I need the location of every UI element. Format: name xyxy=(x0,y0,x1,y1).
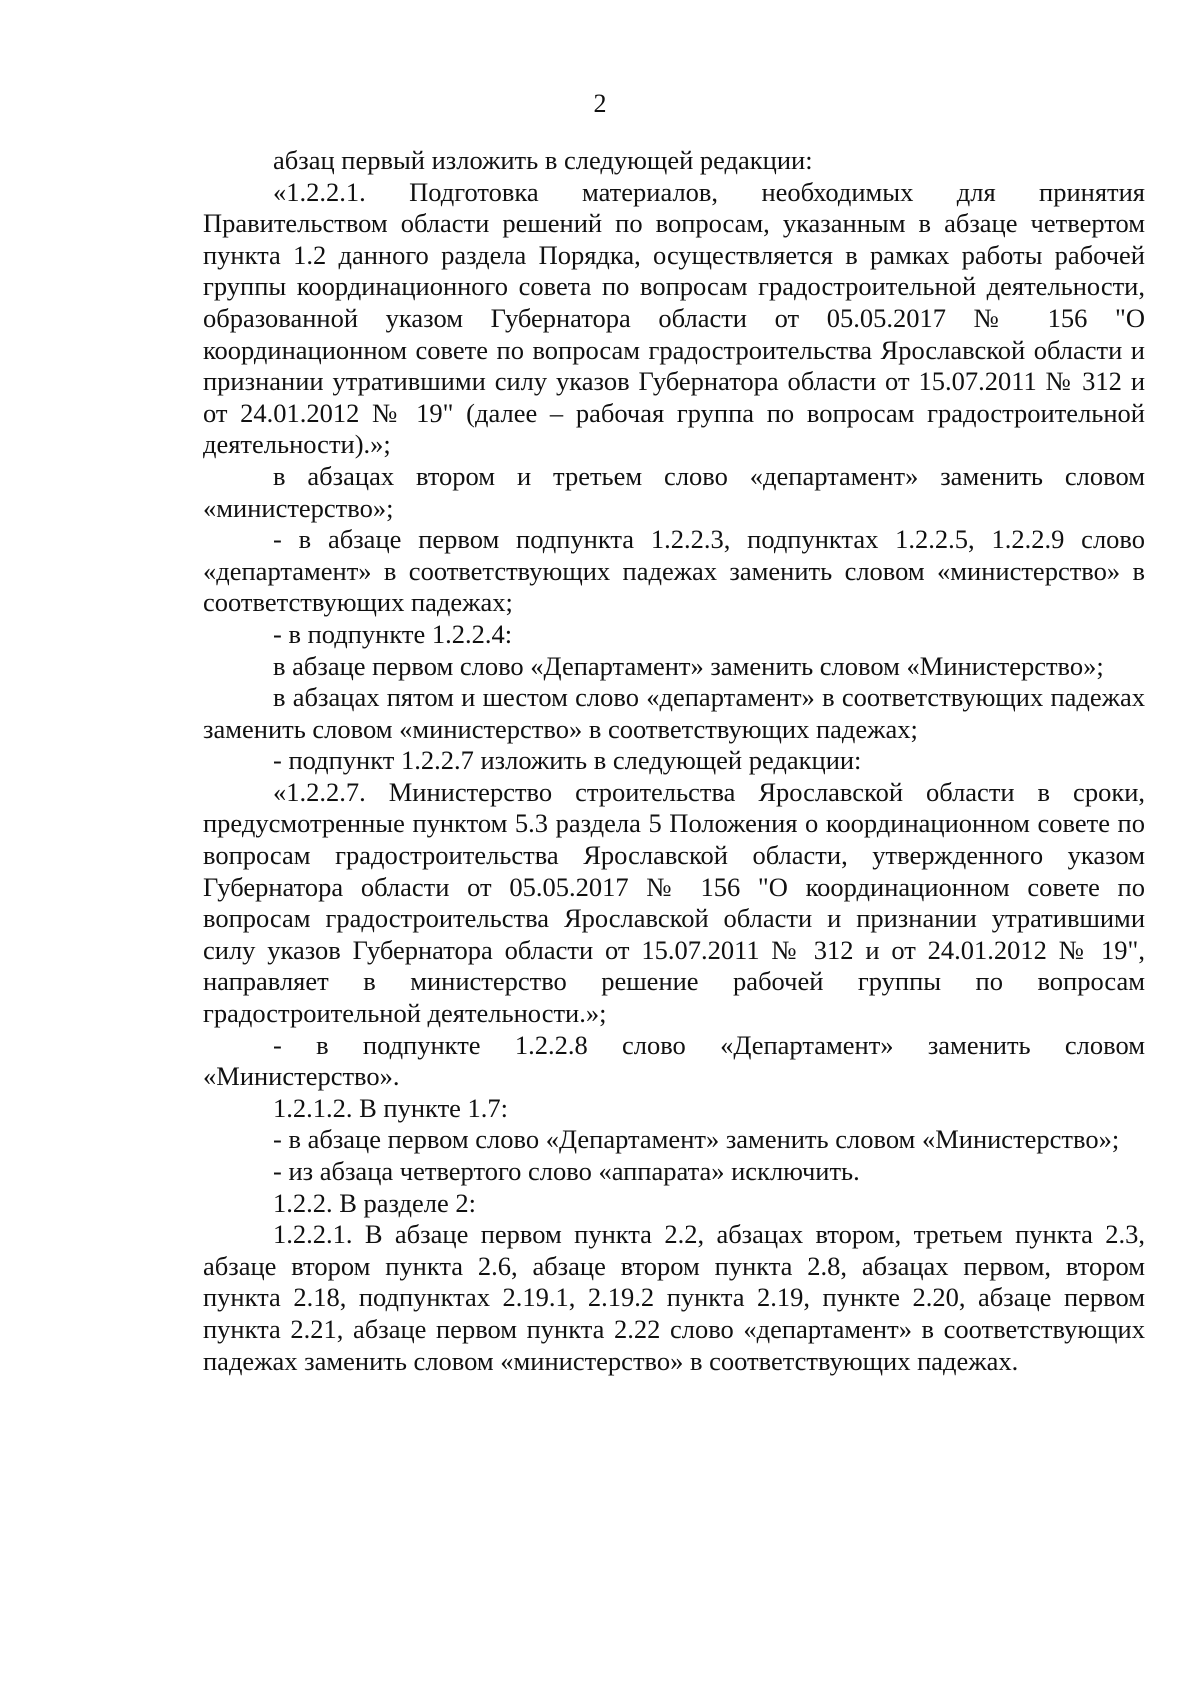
page-number: 2 xyxy=(593,89,607,118)
paragraph: - в подпункте 1.2.2.8 слово «Департамент» заменить словом «Министерство». xyxy=(203,1029,1145,1092)
paragraph: «1.2.2.7. Министерство строительства Ярославской области в сроки, предусмотренные пунктом 5.3 раздела 5 Положения о координационном совете по вопросам градостроительства Ярославской области, утвержденного указом Губернатора области от 05.05.2017 № 156 "О координационном совете по вопросам градостроительства Ярославской области и признании утратившими силу указов Губернатора области от 15.07.2011 № 312 и от 24.01.2012 № 19", направляет в министерство решение рабочей группы по вопросам градостроительной деятельности.»; xyxy=(203,776,1145,1029)
paragraph: - в подпункте 1.2.2.4: xyxy=(273,618,513,649)
paragraph: - в абзаце первом подпункта 1.2.2.3, подпунктах 1.2.2.5, 1.2.2.9 слово «департамент» в соответствующих падежах заменить словом «министерство» в соответствующих падежах; xyxy=(203,524,1145,618)
paragraph: - в абзаце первом слово «Департамент» заменить словом «Министерство»; xyxy=(273,1124,1120,1155)
paragraph: в абзацах пятом и шестом слово «департамент» в соответствующих падежах заменить словом «министерство» в соответствующих падежах; xyxy=(203,682,1145,744)
paragraph: в абзаце первом слово «Департамент» заменить словом «Министерство»; xyxy=(273,650,1104,681)
document-body xyxy=(203,145,1145,1377)
paragraph: 1.2.2. В разделе 2: xyxy=(273,1187,477,1218)
paragraph: в абзацах втором и третьем слово «департамент» заменить словом «министерство»; xyxy=(203,460,1145,523)
paragraph: абзац первый изложить в следующей редакции: xyxy=(273,145,813,175)
paragraph: «1.2.2.1. Подготовка материалов, необходимых для принятия Правительством области решений по вопросам, указанным в абзаце четвертом пункта 1.2 данного раздела Порядка, осуществляется в рамках работы рабочей группы координационного совета по вопросам градостроительной деятельности, образованной указом Губернатора области от 05.05.2017 № 156 "О координационном совете по вопросам градостроительства Ярославской области и признании утратившими силу указов Губернатора области от 15.07.2011 № 312 и от 24.01.2012 № 19" (далее – рабочая группа по вопросам градостроительной деятельности).»; xyxy=(203,176,1145,460)
paragraph: - из абзаца четвертого слово «аппарата» исключить. xyxy=(273,1156,860,1186)
paragraph: 1.2.1.2. В пункте 1.7: xyxy=(273,1092,509,1123)
paragraph: - подпункт 1.2.2.7 изложить в следующей редакции: xyxy=(273,745,862,776)
paragraph: 1.2.2.1. В абзаце первом пункта 2.2, абзацах втором, третьем пункта 2.3, абзаце втором пункта 2.6, абзаце втором пункта 2.8, абзацах первом, втором пункта 2.18, подпунктах 2.19.1, 2.19.2 пункта 2.19, пункте 2.20, абзаце первом пункта 2.21, абзаце первом пункта 2.22 слово «департамент» в соответствующих падежах заменить словом «министерство» в соответствующих падежах. xyxy=(203,1219,1145,1376)
